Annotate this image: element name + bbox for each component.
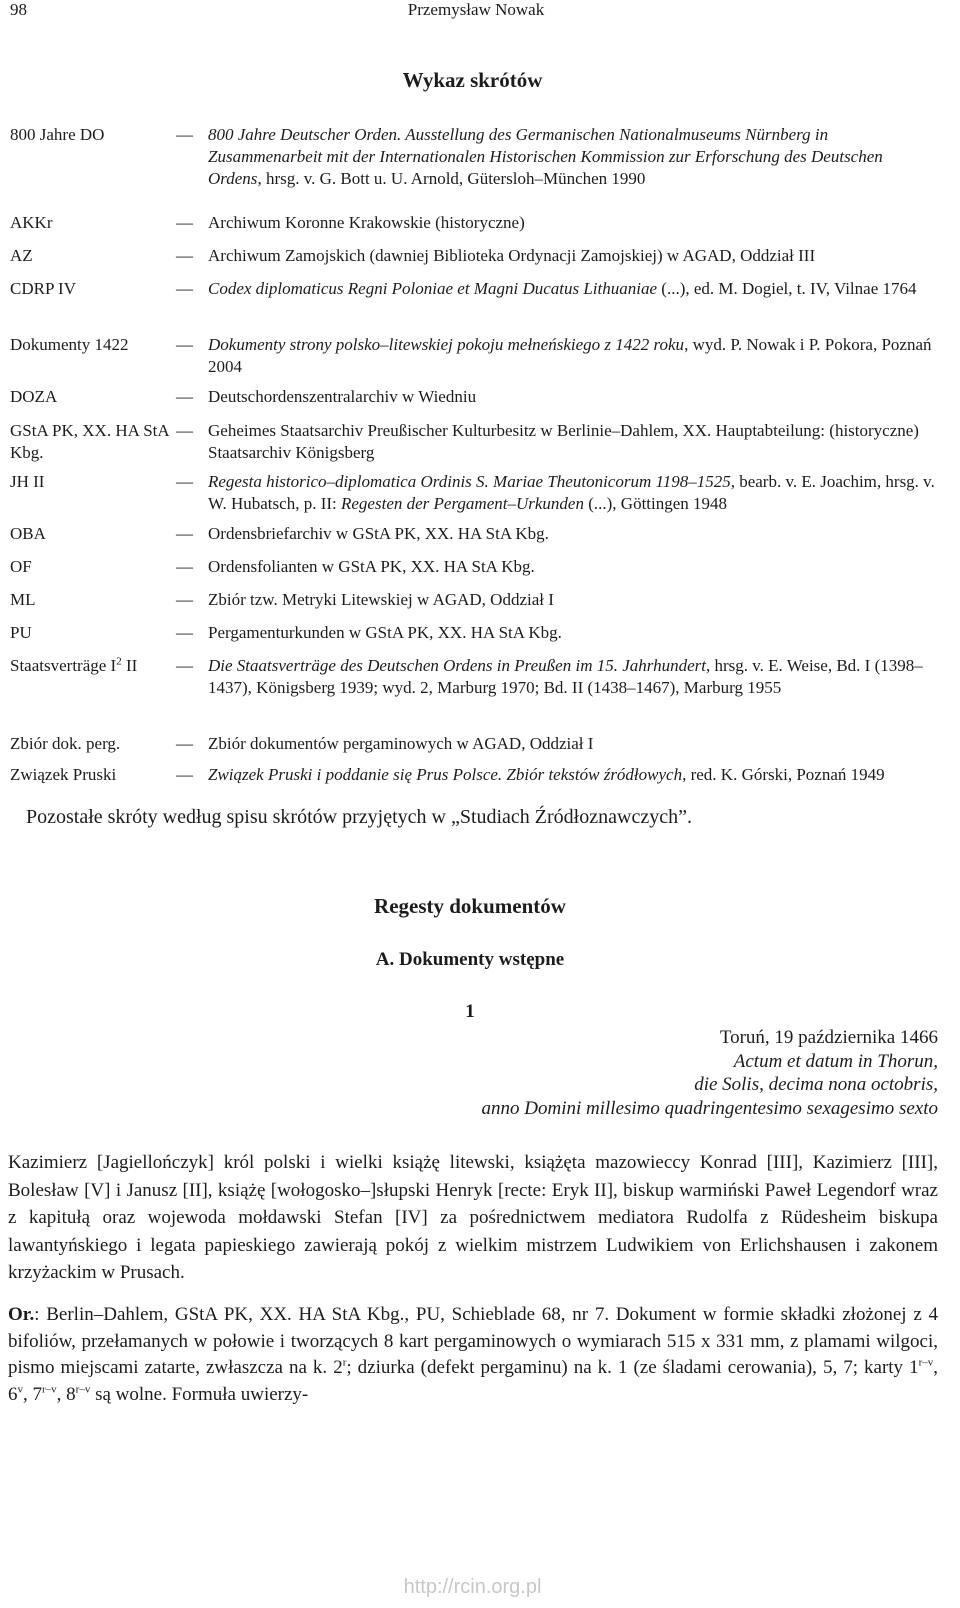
abbreviations-heading: Wykaz skrótów: [402, 68, 543, 92]
abbreviation-definition: Regesta historico–diplomatica Ordinis S. Mariae Theutonicorum 1198–1525, bearb. v. E. Joachim, hrsg. v. W. Hubatsch, p. II: Regesten der Pergament–Urkunden (...), Göttingen 1948: [208, 472, 935, 513]
abbreviation-dash: —: [176, 279, 193, 298]
dateline-place-date: Toruń, 19 października 1466: [719, 1027, 938, 1048]
abbreviation-dash: —: [176, 125, 193, 144]
abbreviation-key: PU: [10, 623, 32, 642]
abbreviation-entry: [10, 278, 940, 334]
abbreviation-key: ML: [10, 590, 36, 609]
abbreviation-definition: Archiwum Koronne Krakowskie (historyczne): [208, 213, 525, 232]
abbreviation-dash: —: [176, 387, 193, 406]
abbreviation-entry: [10, 589, 940, 622]
abbreviation-entry: [10, 523, 940, 556]
abbreviation-key: Dokumenty 1422: [10, 335, 129, 354]
abbreviation-entry: [10, 764, 940, 812]
abbreviation-definition: Archiwum Zamojskich (dawniej Biblioteka Ordynacji Zamojskiej) w AGAD, Oddział III: [208, 246, 816, 265]
abbreviation-dash: —: [176, 557, 193, 576]
abbreviation-dash: —: [176, 421, 193, 440]
abbreviation-dash: —: [176, 246, 193, 265]
abbreviation-entry: [10, 471, 940, 523]
abbreviation-key: OBA: [10, 524, 46, 543]
abbreviation-entry: [10, 420, 940, 471]
abbreviation-key: Zbiór dok. perg.: [10, 734, 121, 753]
page-number: 98: [10, 0, 27, 19]
abbreviation-dash: —: [176, 765, 193, 784]
abbreviation-entry: [10, 733, 940, 764]
abbreviation-key: DOZA: [10, 387, 58, 406]
abbreviation-key: CDRP IV: [10, 279, 76, 298]
abbreviations-list: [10, 124, 940, 812]
abbreviation-definition: Zbiór tzw. Metryki Litewskiej w AGAD, Oddział I: [208, 590, 554, 609]
dateline-latin-line: anno Domini millesimo quadringentesimo sexagesimo sexto: [481, 1097, 938, 1119]
document-number: 1: [465, 1001, 475, 1022]
abbreviation-dash: —: [176, 213, 193, 232]
dateline: [482, 1026, 938, 1120]
running-title: Przemysław Nowak: [407, 0, 545, 19]
abbreviation-definition: Pergamenturkunden w GStA PK, XX. HA StA Kbg.: [208, 623, 562, 642]
abbreviation-definition: Związek Pruski i poddanie się Prus Polsce. Zbiór tekstów źródłowych, red. K. Górski, Poznań 1949: [208, 765, 885, 784]
abbreviation-dash: —: [176, 656, 193, 675]
abbreviation-dash: —: [176, 524, 193, 543]
abbreviation-key: Staatsverträge $I^2$ II: [10, 655, 138, 675]
page-header: [10, 0, 942, 26]
abbreviation-entry: [10, 556, 940, 589]
abbreviation-entry: [10, 622, 940, 655]
section-a-heading: A. Dokumenty wstępne: [375, 949, 565, 970]
abbreviation-dash: —: [176, 472, 193, 491]
abbreviation-definition: Codex diplomaticus Regni Poloniae et Magni Ducatus Lithuaniae (...), ed. M. Dogiel, t. IV, Vilnae 1764: [208, 279, 917, 298]
dateline-latin-line: die Solis, decima nona octobris,: [694, 1074, 938, 1095]
abbreviation-dash: —: [176, 590, 193, 609]
abbreviation-entry: [10, 245, 940, 278]
abbreviation-key: 800 Jahre DO: [10, 125, 105, 144]
abbreviations-note: Pozostałe skróty według spisu skrótów przyjętych w „Studiach Źródłoznawczych”.: [26, 806, 692, 828]
abbreviation-dash: —: [176, 623, 193, 642]
abbreviation-key: Związek Pruski: [10, 765, 117, 784]
abbreviation-entry: [10, 386, 940, 420]
regest-paragraph: Kazimierz [Jagiellończyk] król polski i wielki książę litewski, książęta mazowieccy Konrad [III], Kazimierz [III], Bolesław [V] i Janusz [II], książę [wołogosko–]słupski Henryk [recte: Eryk II], biskup warmiński Paweł Legendorf wraz z kapitułą oraz wojewoda mołdawski Stefan [IV] za pośrednictwem mediatora Rudolfa z Rüdesheim biskupa lawantyńskiego i legata papieskiego zawierają pokój z wielkim mistrzem Ludwikiem von Erlichshausen i zakonem krzyżackim w Prusach.: [8, 1152, 938, 1283]
abbreviation-entry: [10, 124, 940, 212]
abbreviation-dash: —: [176, 335, 193, 354]
abbreviation-definition: Dokumenty strony polsko–litewskiej pokoju mełneńskiego z 1422 roku, wyd. P. Nowak i P. Pokora, Poznań 2004: [208, 335, 932, 376]
abbreviation-dash: —: [176, 734, 193, 753]
abbreviation-definition: Geheimes Staatsarchiv Preußischer Kulturbesitz w Berlinie–Dahlem, XX. Hauptabteilung: (historyczne) Staatsarchiv Königsberg: [208, 421, 919, 462]
abbreviation-definition: Die Staatsverträge des Deutschen Ordens in Preußen im 15. Jahrhundert, hrsg. v. E. Weise, Bd. I (1398–1437), Königsberg 1939; wyd. 2, Marburg 1970; Bd. II (1438–1467), Marburg 1955: [208, 656, 923, 697]
abbreviation-key: GStA PK, XX. HA StA Kbg.: [10, 421, 169, 462]
original-description-paragraph: Or.: Berlin–Dahlem, GStA PK, XX. HA StA Kbg., PU, Schieblade 68, nr 7. Dokument w formie składki złożonej z 4 bifoliów, przełamanych w połowie i tworzących 8 kart pergaminowych o wymiarach 515 x 331 mm, z plamami wilgoci, pismo miejscami zatarte, zwłaszcza na k. 2$^r$; dziurka (defekt pergaminu) na k. 1 (ze śladami cerowania), 5, 7; karty 1$^{r-v}$, 6$^v$, 7$^{r-v}$, 8$^{r-v}$ są wolne. Formuła uwierzy-: [8, 1304, 938, 1405]
dateline-latin-line: Actum et datum in Thorun,: [733, 1050, 938, 1072]
abbreviation-key: OF: [10, 557, 32, 576]
abbreviation-definition: Zbiór dokumentów pergaminowych w AGAD, Oddział I: [208, 734, 594, 753]
abbreviation-key: AZ: [10, 246, 33, 265]
footer-watermark-url: http://rcin.org.pl: [403, 1576, 542, 1598]
abbreviation-definition: Ordensbriefarchiv w GStA PK, XX. HA StA Kbg.: [208, 524, 549, 543]
abbreviation-definition: 800 Jahre Deutscher Orden. Ausstellung des Germanischen Nationalmuseums Nürnberg in Zusammenarbeit mit der Internationalen Historischen Kommission zur Erforschung des Deutschen Ordens, hrsg. v. G. Bott u. U. Arnold, Gütersloh–München 1990: [208, 125, 883, 188]
abbreviation-entry: [10, 655, 940, 733]
abbreviation-entry: [10, 334, 940, 386]
abbreviation-key: JH II: [10, 472, 45, 491]
abbreviation-definition: Ordensfolianten w GStA PK, XX. HA StA Kbg.: [208, 557, 535, 576]
abbreviation-definition: Deutschordenszentralarchiv w Wiedniu: [208, 387, 477, 406]
abbreviation-key: AKKr: [10, 213, 53, 232]
regesty-heading: Regesty dokumentów: [374, 894, 566, 918]
original-label: Or.: [8, 1304, 35, 1325]
abbreviation-entry: [10, 212, 940, 245]
